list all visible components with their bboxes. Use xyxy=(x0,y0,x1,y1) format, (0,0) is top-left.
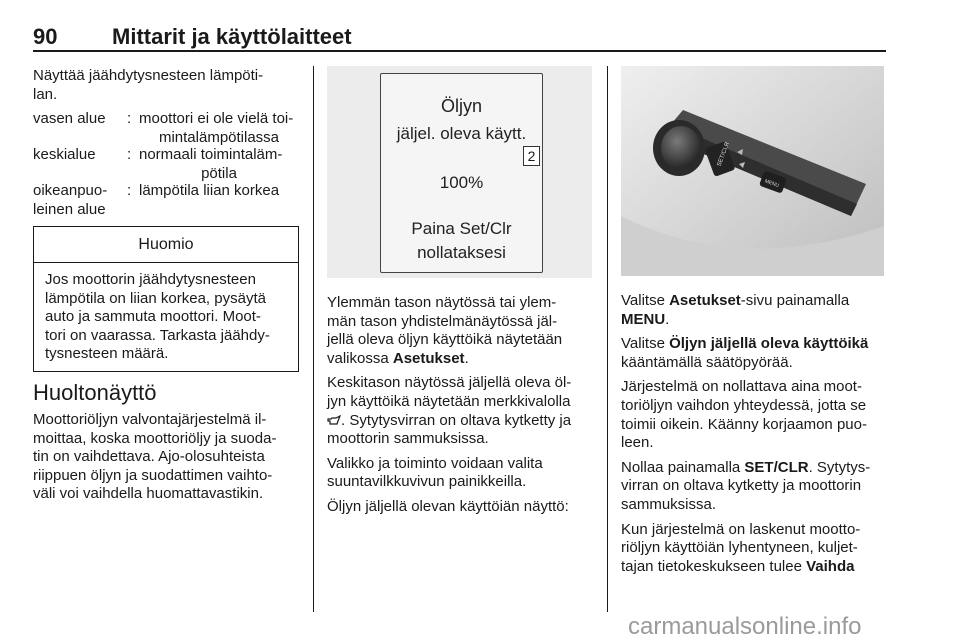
section-paragraph: Moottoriöljyn valvontajärjestelmä il- moittaa, koska moottoriöljy ja suoda- tin on vaihdettava. Ajo-olosuhteista riippuen öljyn ja suodattimen vaihto- väli voi vaihdella huomattavastikin. xyxy=(33,411,277,503)
intro-text: Näyttää jäähdytysnesteen lämpöti- lan. xyxy=(33,67,264,103)
column-divider-right xyxy=(607,66,608,612)
turn-signal-stalk-illustration xyxy=(621,66,884,276)
notice-text: Jos moottorin jäähdytysnesteen lämpötila on liian korkea, pysäytä auto ja sammuta moottori. Moot- tori on vaarassa. Tarkasta jäähdy- tysnesteen määrä. xyxy=(45,271,270,363)
notice-title: Huomio xyxy=(34,227,298,263)
stalk-figure xyxy=(621,66,884,276)
right-text: Valitse Asetukset-sivu painamalla MENU. Valitse Öljyn jäljellä oleva käyttöikä kääntämällä säätöpyörää. Järjestelmä on nollattava aina moot- toriöljyn vaihdon yhteydessä, jotta se toimii oikein. Käänny korjaamon puo- leen. Nollaa painamalla SET/CLR. Sytytys- virran on oltava kytketty ja moottorin sammuksissa. Kun järjestelmä on laskenut mootto- riöljyn käyttöiän lyhentyneen, kuljet- tajan tietokeskukseen tulee Vaihda xyxy=(621,292,871,575)
header-rule xyxy=(33,50,886,52)
column-divider-left xyxy=(313,66,314,612)
chapter-title: Mittarit ja käyttölaitteet xyxy=(112,24,352,49)
watermark[interactable]: carmanualsonline.info xyxy=(628,613,862,640)
display-line: nollataksesi xyxy=(417,243,506,262)
oil-life-display xyxy=(380,73,543,273)
display-percent: 100% xyxy=(439,173,484,192)
menu-label: MENU xyxy=(763,178,780,190)
display-line: jäljel. oleva käytt. xyxy=(396,124,527,143)
display-line: Paina Set/Clr xyxy=(411,219,512,238)
definition-row: oikeanpuo- leinen alue : lämpötila liian korkea xyxy=(33,182,280,218)
page-indicator: 2 xyxy=(523,146,540,166)
middle-text: Ylemmän tason näytössä tai ylem- män tason yhdistelmänäytössä jäl- jellä oleva öljyn käyttöikä näytetään valikossa Asetukset. Keskitason näytössä jäljellä oleva öl- jyn käyttöikä näytetään merkkivalolla . Sytytysvirran on oltava kytketty ja moottorin sammuksissa. Valikko ja toiminto voidaan valita suuntavilkkuvivun painikkeilla. Öljyn jäljellä olevan käyttöiän näyttö: xyxy=(327,294,572,515)
notice-box xyxy=(33,226,299,372)
definition-row: keskialue : normaali toimintaläm- pötila xyxy=(33,146,283,182)
definition-list xyxy=(0,110,310,220)
set-clr-label: SET/CLR xyxy=(716,141,731,168)
oil-can-icon xyxy=(327,415,341,426)
section-heading: Huoltonäyttö xyxy=(33,380,157,405)
display-line: Öljyn xyxy=(440,96,482,116)
definition-row: vasen alue : moottori ei ole vielä toi- mintalämpötilassa xyxy=(33,110,294,146)
page-number: 90 xyxy=(33,24,58,49)
